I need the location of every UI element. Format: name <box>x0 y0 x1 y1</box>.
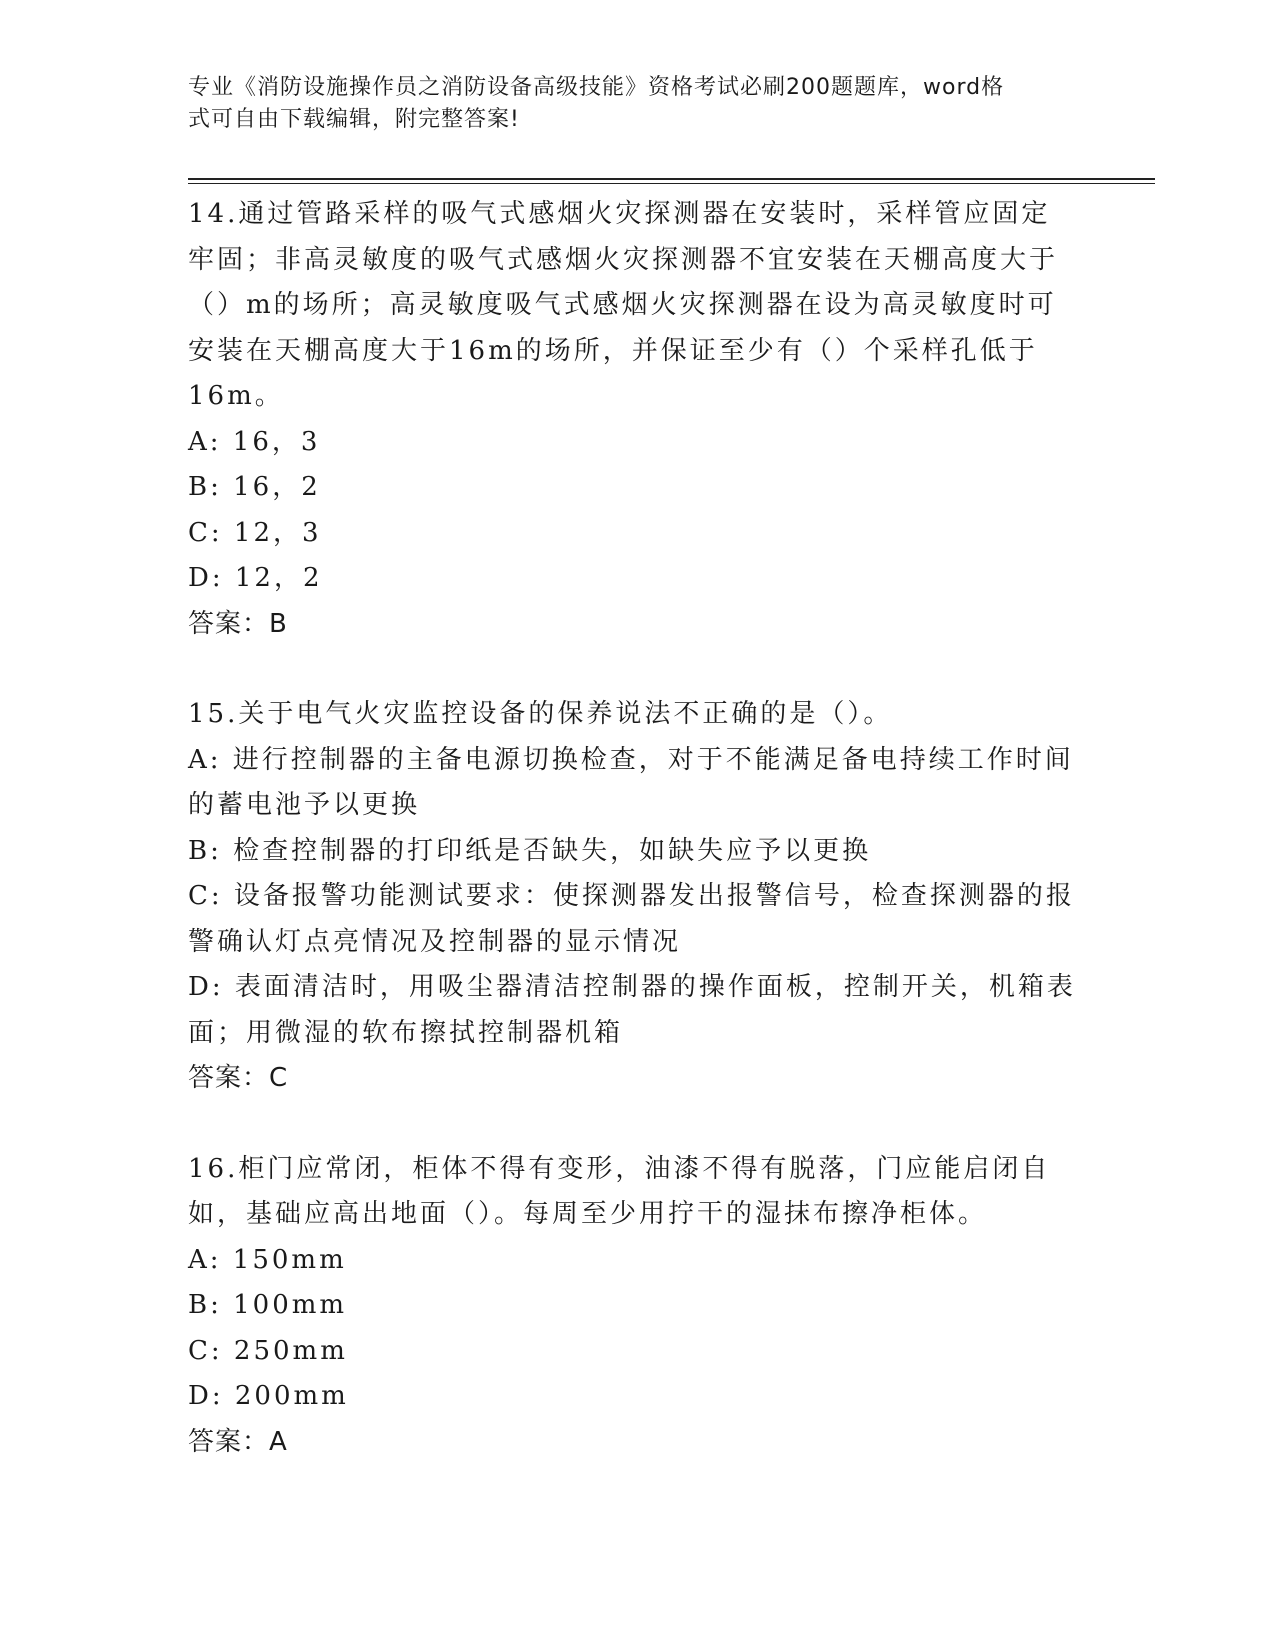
option-a: A: 进行控制器的主备电源切换检查，对于不能满足备电持续工作时间的蓄电池予以更换 <box>188 744 1074 820</box>
document-header <box>188 72 1068 136</box>
question-15 <box>188 692 1078 1102</box>
option-c: C: 设备报警功能测试要求：使探测器发出报警信号，检查探测器的报警确认灯点亮情况及控制器的显示情况 <box>188 881 1075 957</box>
header-divider-thick <box>188 178 1155 180</box>
question-text: 14.通过管路采样的吸气式感烟火灾探测器在安装时，采样管应固定牢固；非高灵敏度的吸气式感烟火灾探测器不宜安装在天棚高度大于（）m的场所；高灵敏度吸气式感烟火灾探测器在设为高灵敏度时可安装在天棚高度大于16m的场所，并保证至少有（）个采样孔低于16m。 <box>188 199 1059 411</box>
option-b: B: 100mm <box>188 1290 348 1320</box>
question-14 <box>188 192 1078 647</box>
question-text: 16.柜门应常闭，柜体不得有变形，油漆不得有脱落，门应能启闭自如，基础应高出地面（）。每周至少用拧干的湿抹布擦净柜体。 <box>188 1153 1051 1229</box>
option-a: A: 150mm <box>188 1244 347 1275</box>
option-c: C: 250mm <box>188 1335 348 1366</box>
answer-label: 答案：A <box>188 1426 288 1457</box>
header-divider-thin <box>188 183 1155 184</box>
option-a: A: 16，3 <box>188 426 321 457</box>
option-d: D: 12，2 <box>188 563 323 593</box>
option-c: C: 12，3 <box>188 517 322 548</box>
option-d: D: 表面清洁时，用吸尘器清洁控制器的操作面板，控制开关，机箱表面；用微湿的软布擦拭控制器机箱 <box>188 972 1076 1048</box>
answer-label: 答案：B <box>188 608 288 639</box>
question-16 <box>188 1147 1078 1466</box>
option-b: B: 16，2 <box>188 472 321 502</box>
header-line-1: 专业《消防设施操作员之消防设备高级技能》资格考试必刷200题题库，word格 <box>188 75 1005 100</box>
header-line-2: 式可自由下载编辑，附完整答案! <box>188 107 520 132</box>
question-text: 15.关于电气火灾监控设备的保养说法不正确的是（）。 <box>188 699 893 729</box>
option-d: D: 200mm <box>188 1381 349 1411</box>
question-list <box>188 192 1078 1510</box>
option-b: B: 检查控制器的打印纸是否缺失，如缺失应予以更换 <box>188 835 872 866</box>
answer-label: 答案：C <box>188 1063 289 1093</box>
